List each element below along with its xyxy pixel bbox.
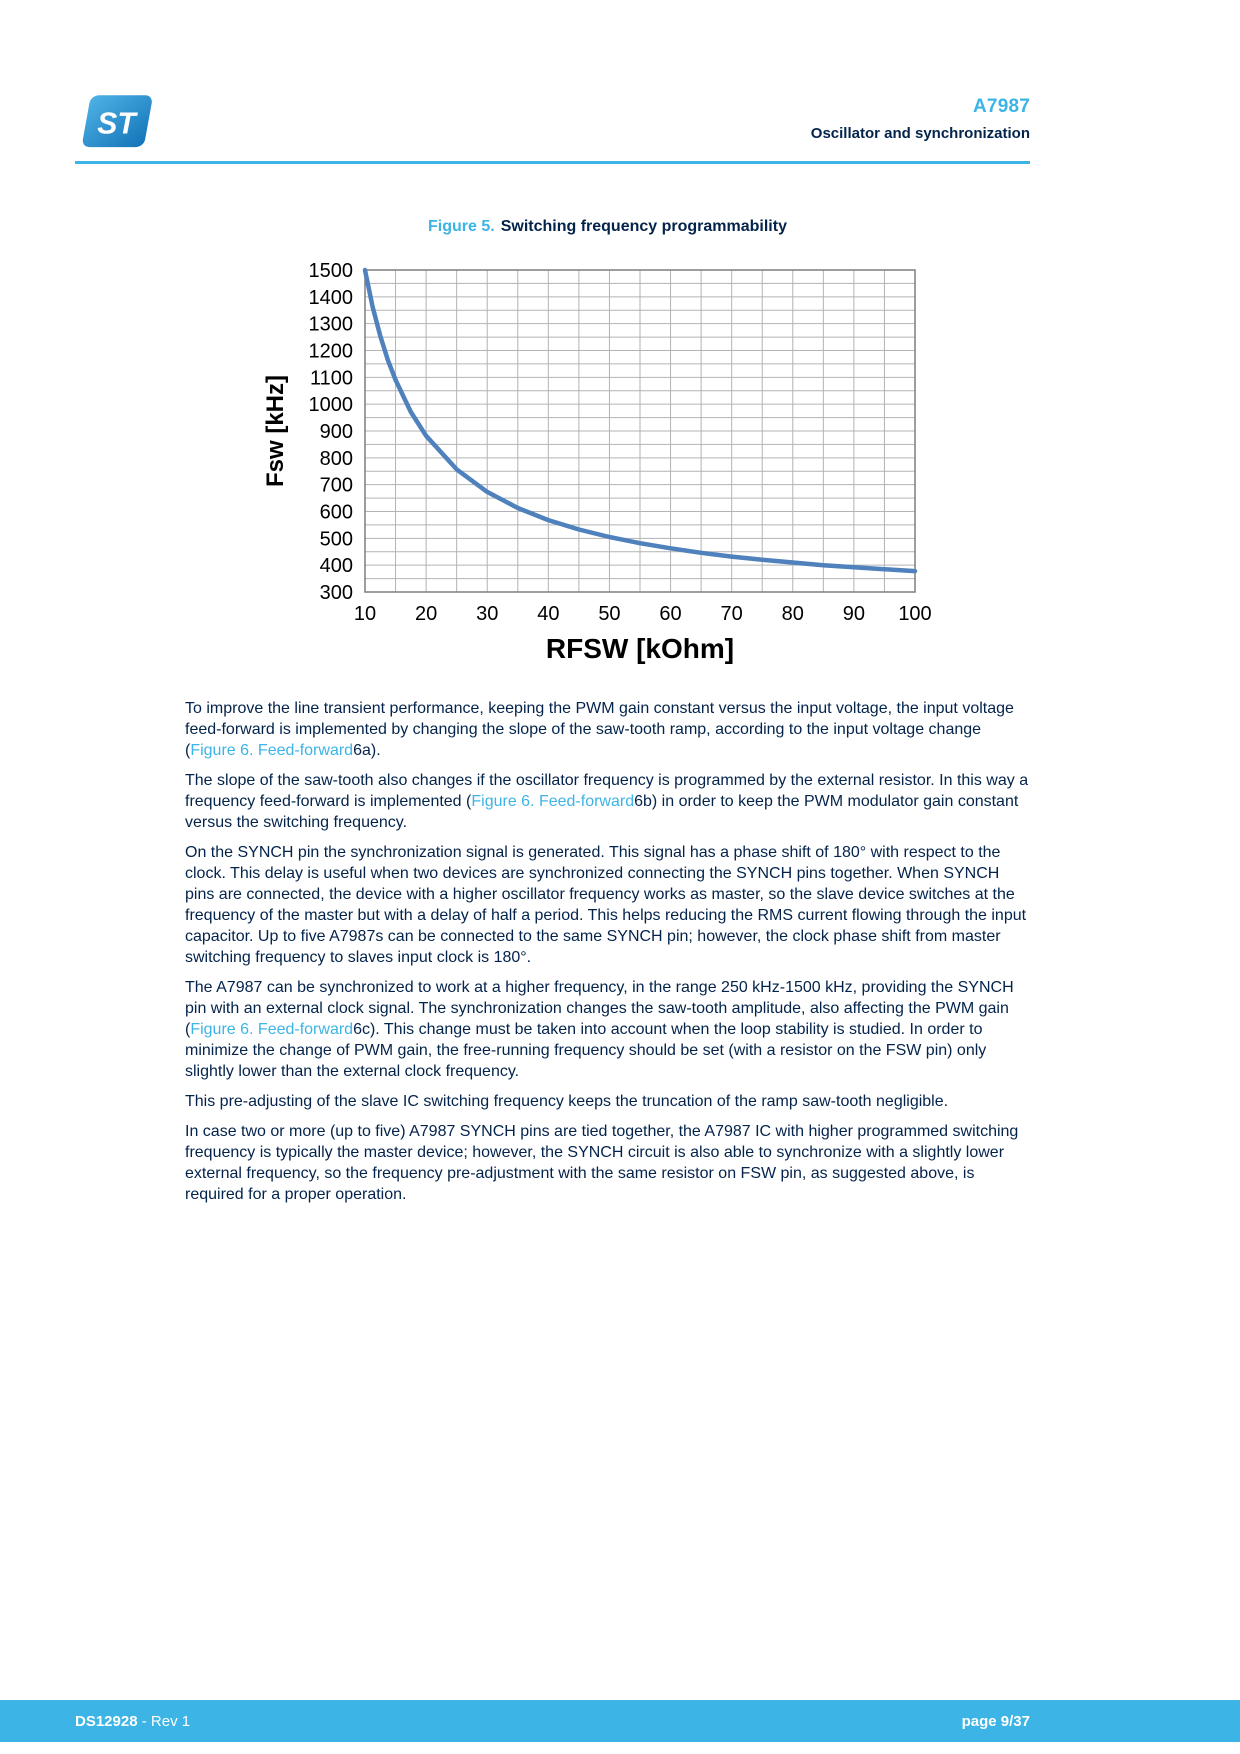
paragraph [185,698,1030,761]
page-header [75,92,1030,151]
paragraph-text: 6a). [353,742,381,759]
header-divider [75,161,1030,164]
page-number: page 9/37 [961,1712,1030,1730]
figure-6-link[interactable]: Figure 6. Feed-forward [471,793,635,810]
x-tick-label: 100 [898,603,932,625]
figure-6-link[interactable]: Figure 6. Feed-forward [190,1021,354,1038]
figure-caption [185,218,1030,236]
y-tick-label: 1000 [308,394,353,417]
doc-id: DS12928 [75,1712,138,1730]
figure-6-link[interactable]: Figure 6. Feed-forward [190,742,354,759]
figure-label: Figure 5. [428,218,495,235]
y-tick-label: 900 [319,421,353,443]
y-tick-label: 1200 [308,340,353,363]
y-tick-label: 400 [319,555,353,578]
x-axis-title: RFSW [kOhm] [545,633,735,664]
svg-text:ST: ST [97,107,136,141]
y-tick-label: 300 [319,582,353,604]
header-section-title: Oscillator and synchronization [810,125,1030,142]
paragraph-text: On the SYNCH pin the synchronization signal is generated. This signal has a phase shift of 180° with respect to the clock. This delay is useful when two devices are synchronized connecting the SYNCH pins together. When SYNCH pins are connected, the device with a higher oscillator frequency works as master, so the slave device switches at the frequency of the master but with a delay of half a period. This helps reducing the RMS current flowing through the input capacitor. Up to five A7987s can be connected to the same SYNCH pin; however, the clock phase shift from master switching frequency to slaves input clock is 180°. [185,844,1027,966]
y-tick-label: 700 [319,474,353,497]
switching-frequency-chart [253,252,963,682]
figure-title: Switching frequency programmability [500,218,787,235]
st-logo [75,92,155,151]
header-titles [811,92,1030,142]
body-text [185,698,1030,1214]
paragraph [185,1121,1030,1205]
x-tick-label: 40 [537,603,560,625]
paragraph [185,1091,1030,1112]
part-number: A7987 [973,96,1030,117]
y-tick-label: 500 [319,528,353,551]
paragraph-text: In case two or more (up to five) A7987 SYNCH pins are tied together, the A7987 IC with higher programmed switching frequency is typically the master device; however, the SYNCH circuit is also able to synchronize with a slightly lower external frequency, so the frequency pre-adjustment with the same resistor on FSW pin, as suggested above, is required for a proper operation. [185,1123,1019,1203]
paragraph [185,977,1030,1082]
paragraph [185,842,1030,968]
x-tick-label: 30 [476,603,499,625]
x-tick-label: 80 [781,603,804,625]
y-tick-label: 600 [319,501,353,524]
page-footer [0,1700,1240,1742]
paragraph-text: This pre-adjusting of the slave IC switching frequency keeps the truncation of the ramp saw-tooth negligible. [185,1093,949,1110]
doc-rev: - Rev 1 [137,1712,191,1730]
paragraph-text: The A7987 can be synchronized to work at a higher frequency, in the range 250 kHz-1500 kHz, providing the SYNCH pin with an external clock signal. The synchronization changes the saw-tooth amplitude, also affecting the PWM gain ( [185,979,1014,1038]
y-tick-label: 1500 [308,260,353,282]
y-tick-label: 800 [319,447,353,470]
x-tick-label: 90 [842,603,866,625]
paragraph-text: To improve the line transient performance, keeping the PWM gain constant versus the input voltage, the input voltage feed-forward is implemented by changing the slope of the saw-tooth ramp, according to the input voltage change ( [185,700,1014,759]
x-tick-label: 70 [720,603,743,625]
x-tick-label: 50 [598,603,621,625]
x-tick-label: 10 [353,603,377,625]
paragraph-text: 6c). This change must be taken into account when the loop stability is studied. In order to minimize the change of PWM gain, the free-running frequency should be set (with a resistor on the FSW pin) only slightly lower than the external clock frequency. [185,1021,987,1080]
x-tick-label: 20 [414,603,438,625]
y-tick-label: 1400 [308,286,353,309]
y-tick-label: 1100 [309,367,353,390]
x-tick-label: 60 [659,603,682,625]
doc-revision [75,1713,190,1730]
y-tick-label: 1300 [308,313,353,336]
paragraph-text: 6b) in order to keep the PWM modulator gain constant versus the switching frequency. [185,793,1019,831]
paragraph [185,770,1030,833]
paragraph-text: The slope of the saw-tooth also changes if the oscillator frequency is programmed by the external resistor. In this way a frequency feed-forward is implemented ( [185,772,1029,810]
figure5-chart [253,252,963,682]
y-axis-title: Fsw [kHz] [262,374,289,488]
